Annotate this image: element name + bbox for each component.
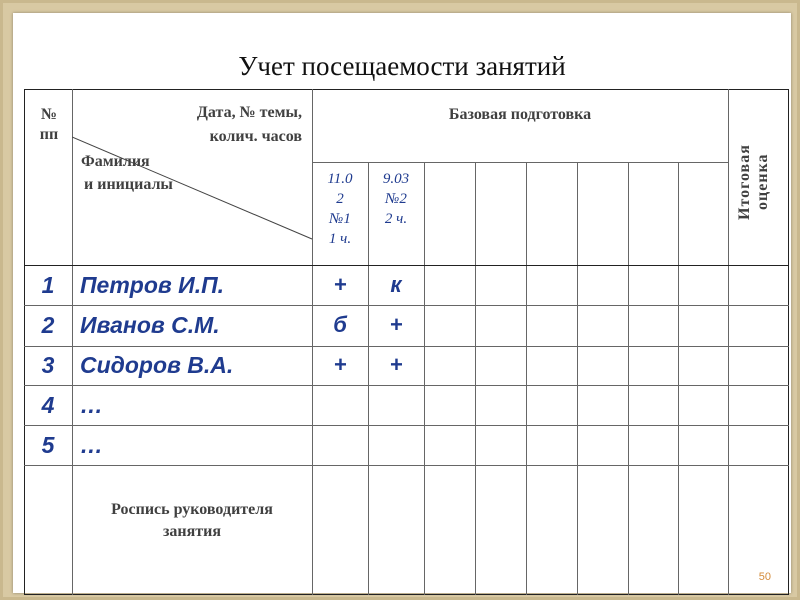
student-name: Иванов С.М. — [80, 312, 220, 338]
name-column-header-line1: Фамилия — [81, 153, 150, 170]
row-number: 1 — [41, 272, 55, 298]
attendance-mark: + — [333, 272, 347, 297]
page-number: 50 — [758, 571, 771, 583]
basic-training-header: Базовая подготовка — [448, 106, 592, 123]
attendance-mark: к — [390, 272, 402, 297]
date-cell-1: 11.0 2 №1 1 ч. — [327, 171, 353, 247]
row-number: 3 — [41, 352, 55, 378]
attendance-mark: + — [333, 352, 347, 377]
attendance-mark: + — [389, 352, 403, 377]
attendance-table — [24, 89, 798, 595]
student-name: Петров И.П. — [80, 272, 225, 298]
attendance-mark: + — [389, 312, 403, 337]
date-cell-2: 9.03 №2 2 ч. — [382, 171, 410, 227]
final-grade-header: Итоговая оценка — [736, 144, 771, 220]
attendance-mark: б — [333, 312, 347, 337]
row-number: 5 — [41, 432, 55, 458]
slide-title: Учет посещаемости занятий — [238, 51, 566, 81]
name-column-header-line2: и инициалы — [84, 176, 173, 193]
supervisor-signature-label: Роспись руководителя занятия — [111, 501, 273, 540]
row-number: 4 — [41, 392, 55, 418]
row-number: 2 — [41, 312, 55, 338]
date-column-header-line1: Дата, № темы, — [196, 104, 302, 121]
student-name: … — [80, 392, 103, 418]
number-column-header: № пп — [39, 106, 59, 143]
student-name: Сидоров В.А. — [80, 352, 234, 378]
slide — [13, 13, 791, 593]
date-column-header-line2: колич. часов — [209, 128, 302, 145]
student-name: … — [80, 432, 103, 458]
